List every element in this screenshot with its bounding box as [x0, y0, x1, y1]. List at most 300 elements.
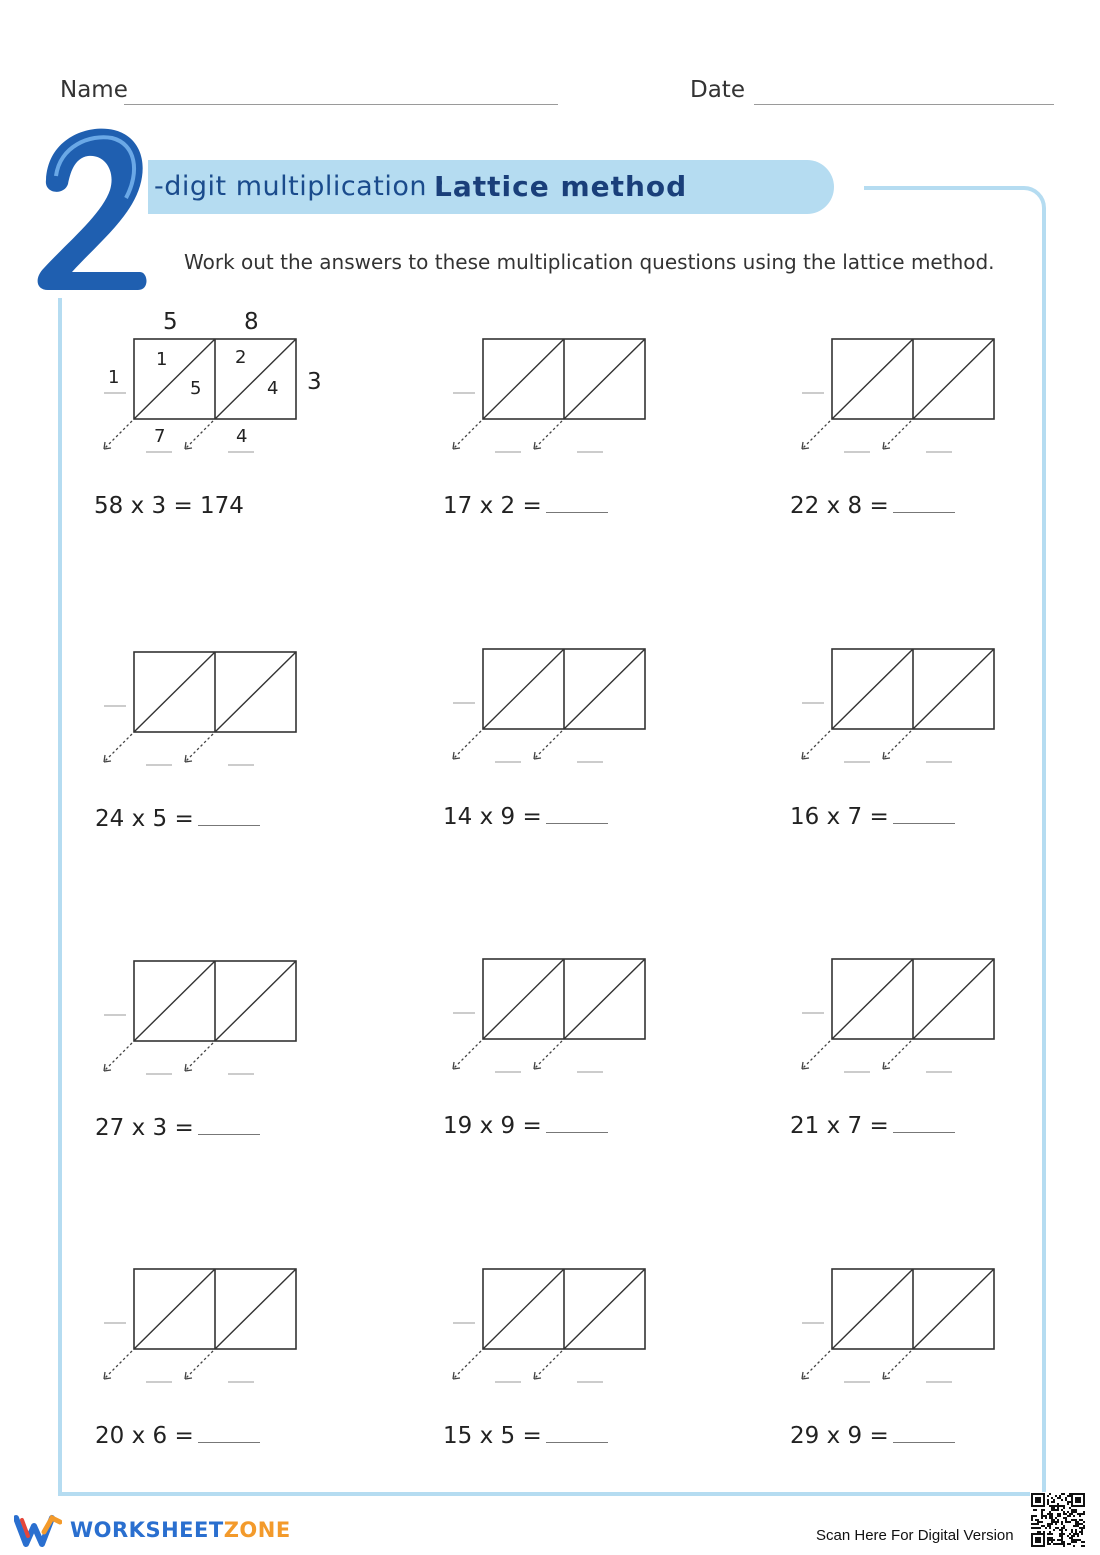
lattice-grid-2: [445, 333, 651, 458]
qr-module: [1051, 1509, 1053, 1511]
lattice-diagonal: [913, 339, 994, 419]
qr-module: [1081, 1529, 1083, 1531]
qr-module: [1077, 1523, 1079, 1525]
lattice-grid-11: [445, 1263, 651, 1388]
qr-module: [1041, 1517, 1043, 1519]
qr-module: [1053, 1529, 1055, 1531]
qr-module: [1079, 1513, 1081, 1515]
qr-module: [1071, 1537, 1073, 1539]
qr-module: [1059, 1513, 1061, 1515]
qr-module: [1041, 1509, 1043, 1511]
qr-module: [1081, 1519, 1083, 1521]
qr-module: [1063, 1517, 1065, 1519]
carry-arrow: [453, 1041, 481, 1069]
qr-module: [1061, 1533, 1063, 1535]
name-field[interactable]: [124, 104, 558, 105]
carry-arrow: [802, 731, 830, 759]
qr-module: [1075, 1541, 1077, 1543]
qr-module: [1061, 1537, 1063, 1539]
qr-module: [1069, 1495, 1071, 1497]
qr-module: [1043, 1509, 1045, 1511]
qr-module: [1065, 1517, 1067, 1519]
qr-module: [1061, 1539, 1063, 1541]
qr-module: [1061, 1505, 1063, 1507]
example-cell-2-lower: 4: [267, 378, 279, 399]
qr-module: [1055, 1495, 1057, 1497]
qr-module: [1049, 1511, 1051, 1513]
qr-module: [1063, 1525, 1065, 1527]
lattice-grid-10: [96, 1263, 302, 1388]
problem-6[interactable]: 16 x 7 =: [790, 804, 955, 830]
qr-module: [1071, 1539, 1073, 1541]
carry-arrow: [883, 1041, 911, 1069]
qr-module: [1073, 1515, 1075, 1517]
qr-module: [1081, 1545, 1083, 1547]
qr-module: [1071, 1535, 1073, 1537]
qr-module: [1075, 1511, 1077, 1513]
qr-module: [1037, 1531, 1039, 1533]
qr-module: [1033, 1523, 1035, 1525]
problem-8[interactable]: 19 x 9 =: [443, 1113, 608, 1139]
problem-2[interactable]: 17 x 2 =: [443, 493, 608, 519]
qr-module: [1033, 1527, 1035, 1529]
example-cell-1-lower: 5: [190, 378, 202, 399]
carry-arrow: [104, 1043, 132, 1071]
qr-module: [1047, 1495, 1049, 1497]
answer-blank[interactable]: [546, 498, 608, 513]
qr-module: [1059, 1515, 1061, 1517]
title-bar: [148, 160, 834, 214]
example-left-carry: 1: [108, 367, 120, 388]
qr-module: [1073, 1511, 1075, 1513]
qr-module: [1041, 1511, 1043, 1513]
lattice-diagonal: [832, 1269, 913, 1349]
qr-module: [1079, 1531, 1081, 1533]
qr-module: [1059, 1539, 1061, 1541]
lattice-diagonal: [564, 1269, 645, 1349]
qr-module: [1083, 1527, 1085, 1529]
carry-arrow: [883, 1351, 911, 1379]
carry-arrow: [104, 1351, 132, 1379]
qr-module: [1071, 1509, 1073, 1511]
qr-module: [1059, 1529, 1061, 1531]
qr-module: [1077, 1535, 1079, 1537]
qr-module: [1079, 1515, 1081, 1517]
qr-module: [1061, 1523, 1063, 1525]
carry-arrow: [534, 731, 562, 759]
qr-module: [1043, 1525, 1045, 1527]
qr-module: [1065, 1521, 1067, 1523]
qr-module: [1041, 1525, 1043, 1527]
carry-arrow: [185, 1043, 213, 1071]
qr-module: [1047, 1513, 1049, 1515]
lattice-grid-9: [794, 953, 1000, 1078]
carry-arrow: [534, 1351, 562, 1379]
qr-module: [1051, 1521, 1053, 1523]
problem-12[interactable]: 29 x 9 =: [790, 1423, 955, 1449]
brand-name[interactable]: WORKSHEETZONE: [70, 1518, 291, 1542]
qr-module: [1067, 1495, 1069, 1497]
qr-module: [1051, 1505, 1053, 1507]
qr-module: [1051, 1515, 1053, 1517]
qr-module: [1059, 1505, 1061, 1507]
qr-module: [1069, 1493, 1071, 1495]
qr-module: [1047, 1541, 1049, 1543]
qr-module: [1051, 1497, 1053, 1499]
qr-module: [1059, 1533, 1061, 1535]
answer-blank[interactable]: [893, 1428, 955, 1443]
carry-arrow: [185, 421, 213, 449]
lattice-diagonal: [134, 1269, 215, 1349]
carry-arrow: [883, 421, 911, 449]
problem-3[interactable]: 22 x 8 =: [790, 493, 955, 519]
answer-blank[interactable]: [893, 498, 955, 513]
qr-module: [1075, 1519, 1077, 1521]
name-label: Name: [60, 77, 128, 103]
qr-module: [1047, 1523, 1049, 1525]
qr-module: [1053, 1539, 1055, 1541]
qr-module: [1061, 1509, 1063, 1511]
scan-text: Scan Here For Digital Version: [816, 1527, 1014, 1544]
qr-module: [1077, 1525, 1079, 1527]
qr-module: [1065, 1529, 1067, 1531]
qr-module: [1051, 1523, 1053, 1525]
qr-module: [1061, 1541, 1063, 1543]
qr-module: [1039, 1521, 1041, 1523]
qr-module: [1063, 1527, 1065, 1529]
qr-module: [1069, 1521, 1071, 1523]
qr-module: [1047, 1503, 1049, 1505]
lattice-diagonal: [564, 339, 645, 419]
lattice-grid-4: [96, 646, 302, 771]
qr-module: [1047, 1543, 1049, 1545]
problem-10[interactable]: 20 x 6 =: [95, 1423, 260, 1449]
qr-module: [1073, 1541, 1075, 1543]
lattice-grid-8: [445, 953, 651, 1078]
qr-module: [1035, 1527, 1037, 1529]
qr-module: [1057, 1513, 1059, 1515]
qr-module: [1069, 1533, 1071, 1535]
qr-module: [1049, 1533, 1051, 1535]
qr-module: [1041, 1521, 1043, 1523]
qr-module: [1075, 1529, 1077, 1531]
qr-module: [1057, 1521, 1059, 1523]
lattice-diagonal: [215, 339, 296, 419]
qr-module: [1063, 1541, 1065, 1543]
qr-module: [1071, 1529, 1073, 1531]
qr-module: [1063, 1507, 1065, 1509]
qr-module: [1073, 1525, 1075, 1527]
example-bottom-digit-2: 4: [236, 426, 248, 447]
page-title: Lattice method: [434, 170, 688, 203]
carry-arrow: [453, 731, 481, 759]
qr-module: [1047, 1533, 1049, 1535]
qr-module: [1043, 1531, 1045, 1533]
qr-module: [1067, 1511, 1069, 1513]
carry-arrow: [104, 421, 132, 449]
qr-module: [1053, 1499, 1055, 1501]
qr-module: [1081, 1527, 1083, 1529]
qr-module: [1047, 1525, 1049, 1527]
carry-arrow: [104, 734, 132, 762]
qr-module: [1073, 1545, 1075, 1547]
qr-module: [1049, 1517, 1051, 1519]
qr-module: [1067, 1501, 1069, 1503]
qr-module: [1061, 1493, 1063, 1495]
qr-module: [1067, 1521, 1069, 1523]
qr-module: [1075, 1533, 1077, 1535]
qr-module: [1081, 1531, 1083, 1533]
lattice-diagonal: [913, 959, 994, 1039]
worksheetzone-logo-icon: [14, 1514, 62, 1548]
qr-module: [1035, 1509, 1037, 1511]
qr-module: [1061, 1499, 1063, 1501]
qr-module: [1069, 1537, 1071, 1539]
answer-blank[interactable]: [198, 1428, 260, 1443]
qr-module: [1065, 1499, 1067, 1501]
lattice-grid-12: [794, 1263, 1000, 1388]
qr-module: [1055, 1505, 1057, 1507]
carry-arrow: [453, 1351, 481, 1379]
qr-module: [1079, 1527, 1081, 1529]
qr-module: [1083, 1541, 1085, 1543]
qr-module: [1037, 1523, 1039, 1525]
carry-arrow: [534, 1041, 562, 1069]
qr-module: [1061, 1527, 1063, 1529]
qr-module: [1037, 1519, 1039, 1521]
problem-9[interactable]: 21 x 7 =: [790, 1113, 955, 1139]
qr-module: [1075, 1525, 1077, 1527]
big-number-two-icon: [28, 118, 158, 300]
example-cell-1-upper: 1: [156, 349, 168, 370]
title-prefix: -digit multiplication :: [154, 171, 446, 202]
qr-module: [1055, 1523, 1057, 1525]
qr-module: [1049, 1531, 1051, 1533]
qr-module: [1049, 1525, 1051, 1527]
lattice-diagonal: [832, 339, 913, 419]
qr-module: [1051, 1533, 1053, 1535]
qr-module: [1061, 1543, 1063, 1545]
qr-module: [1073, 1533, 1075, 1535]
qr-module: [1053, 1501, 1055, 1503]
qr-module: [1081, 1513, 1083, 1515]
qr-module: [1049, 1515, 1051, 1517]
carry-arrow: [802, 1351, 830, 1379]
qr-module: [1081, 1523, 1083, 1525]
qr-module: [1031, 1527, 1033, 1529]
qr-module: [1081, 1541, 1083, 1543]
qr-module: [1073, 1519, 1075, 1521]
qr-module: [1083, 1545, 1085, 1547]
problem-4[interactable]: 24 x 5 =: [95, 806, 260, 832]
lattice-diagonal: [134, 652, 215, 732]
qr-module: [1079, 1539, 1081, 1541]
lattice-diagonal: [564, 649, 645, 729]
qr-module: [1051, 1517, 1053, 1519]
problem-7[interactable]: 27 x 3 =: [95, 1115, 260, 1141]
qr-module: [1031, 1523, 1033, 1525]
carry-arrow: [534, 421, 562, 449]
qr-module: [1053, 1509, 1055, 1511]
qr-module: [1049, 1513, 1051, 1515]
qr-module: [1033, 1515, 1035, 1517]
qr-module: [1083, 1513, 1085, 1515]
qr-module: [1051, 1513, 1053, 1515]
qr-module: [1031, 1517, 1033, 1519]
qr-module: [1051, 1501, 1053, 1503]
qr-module: [1069, 1515, 1071, 1517]
example-top-digit-1: 5: [163, 309, 178, 335]
qr-module: [1063, 1513, 1065, 1515]
qr-module: [1077, 1513, 1079, 1515]
qr-module: [1071, 1519, 1073, 1521]
qr-module: [1033, 1509, 1035, 1511]
lattice-diagonal: [832, 649, 913, 729]
qr-module: [1057, 1509, 1059, 1511]
example-bottom-digit-1: 7: [154, 426, 166, 447]
qr-module: [1051, 1519, 1053, 1521]
qr-module: [1057, 1507, 1059, 1509]
answer-blank[interactable]: [546, 1118, 608, 1133]
qr-module: [1065, 1519, 1067, 1521]
qr-module: [1067, 1535, 1069, 1537]
qr-module: [1061, 1521, 1063, 1523]
lattice-diagonal: [832, 959, 913, 1039]
lattice-diagonal: [564, 959, 645, 1039]
qr-module: [1051, 1537, 1053, 1539]
carry-arrow: [185, 1351, 213, 1379]
lattice-diagonal: [134, 961, 215, 1041]
qr-module: [1057, 1539, 1059, 1541]
qr-module: [1047, 1537, 1049, 1539]
qr-module: [1049, 1527, 1051, 1529]
qr-module: [1063, 1543, 1065, 1545]
qr-module: [1071, 1511, 1073, 1513]
answer-blank[interactable]: [893, 809, 955, 824]
lattice-diagonal: [215, 1269, 296, 1349]
answer-blank[interactable]: [893, 1118, 955, 1133]
qr-module: [1055, 1521, 1057, 1523]
qr-module: [1077, 1539, 1079, 1541]
carry-arrow: [185, 734, 213, 762]
qr-module: [1071, 1513, 1073, 1515]
example-top-digit-2: 8: [244, 309, 259, 335]
qr-module: [1079, 1519, 1081, 1521]
qr-module: [1083, 1511, 1085, 1513]
qr-module: [1073, 1539, 1075, 1541]
qr-module: [1049, 1505, 1051, 1507]
qr-module: [1051, 1507, 1053, 1509]
lattice-diagonal: [134, 339, 215, 419]
qr-module: [1081, 1533, 1083, 1535]
qr-module: [1057, 1527, 1059, 1529]
qr-module: [1065, 1513, 1067, 1515]
lattice-grid-3: [794, 333, 1000, 458]
date-field[interactable]: [754, 104, 1054, 105]
qr-module: [1055, 1543, 1057, 1545]
qr-module: [1049, 1493, 1051, 1495]
date-label: Date: [690, 77, 745, 103]
lattice-grid-5: [445, 643, 651, 768]
qr-module: [1057, 1519, 1059, 1521]
qr-module: [1075, 1509, 1077, 1511]
qr-module: [1075, 1539, 1077, 1541]
problem-11[interactable]: 15 x 5 =: [443, 1423, 608, 1449]
qr-module: [1073, 1535, 1075, 1537]
lattice-diagonal: [483, 339, 564, 419]
qr-module: [1069, 1513, 1071, 1515]
qr-module: [1067, 1543, 1069, 1545]
qr-module: [1073, 1509, 1075, 1511]
qr-module: [1035, 1519, 1037, 1521]
qr-module: [1071, 1531, 1073, 1533]
qr-module: [1045, 1517, 1047, 1519]
qr-module: [1063, 1505, 1065, 1507]
qr-module: [1049, 1539, 1051, 1541]
lattice-diagonal: [215, 961, 296, 1041]
answer-blank[interactable]: [546, 1428, 608, 1443]
qr-module: [1057, 1543, 1059, 1545]
qr-module: [1063, 1545, 1065, 1547]
qr-module: [1041, 1515, 1043, 1517]
qr-module: [1057, 1497, 1059, 1499]
qr-module: [1069, 1501, 1071, 1503]
qr-module: [1041, 1513, 1043, 1515]
qr-module: [1059, 1543, 1061, 1545]
qr-module: [1045, 1527, 1047, 1529]
qr-module: [1037, 1527, 1039, 1529]
lattice-diagonal: [483, 1269, 564, 1349]
answer-blank[interactable]: [198, 1120, 260, 1135]
qr-module: [1051, 1539, 1053, 1541]
qr-module: [1063, 1493, 1065, 1495]
qr-module: [1053, 1505, 1055, 1507]
qr-module: [1077, 1533, 1079, 1535]
qr-module: [1075, 1521, 1077, 1523]
lattice-diagonal: [483, 959, 564, 1039]
answer-blank[interactable]: [546, 809, 608, 824]
qr-module: [1053, 1507, 1055, 1509]
qr-module: [1059, 1495, 1061, 1497]
qr-module: [1067, 1503, 1069, 1505]
carry-arrow: [883, 731, 911, 759]
qr-module: [1037, 1521, 1039, 1523]
lattice-grid-6: [794, 643, 1000, 768]
qr-module: [1057, 1503, 1059, 1505]
lattice-diagonal: [913, 649, 994, 729]
qr-module: [1069, 1543, 1071, 1545]
qr-code-icon[interactable]: [1030, 1492, 1086, 1548]
qr-module: [1059, 1535, 1061, 1537]
qr-module: [1061, 1535, 1063, 1537]
qr-module: [1075, 1523, 1077, 1525]
qr-module: [1047, 1539, 1049, 1541]
qr-module: [1061, 1529, 1063, 1531]
qr-module: [1053, 1543, 1055, 1545]
qr-module: [1079, 1523, 1081, 1525]
example-right-digit: 3: [307, 369, 322, 395]
qr-module: [1031, 1515, 1033, 1517]
qr-finder-core: [1035, 1497, 1041, 1503]
problem-5[interactable]: 14 x 9 =: [443, 804, 608, 830]
qr-module: [1077, 1521, 1079, 1523]
qr-module: [1057, 1505, 1059, 1507]
qr-finder-core: [1035, 1537, 1041, 1543]
qr-module: [1067, 1515, 1069, 1517]
answer-blank[interactable]: [198, 811, 260, 826]
carry-arrow: [802, 421, 830, 449]
instruction-text: Work out the answers to these multiplication questions using the lattice method.: [184, 250, 995, 274]
